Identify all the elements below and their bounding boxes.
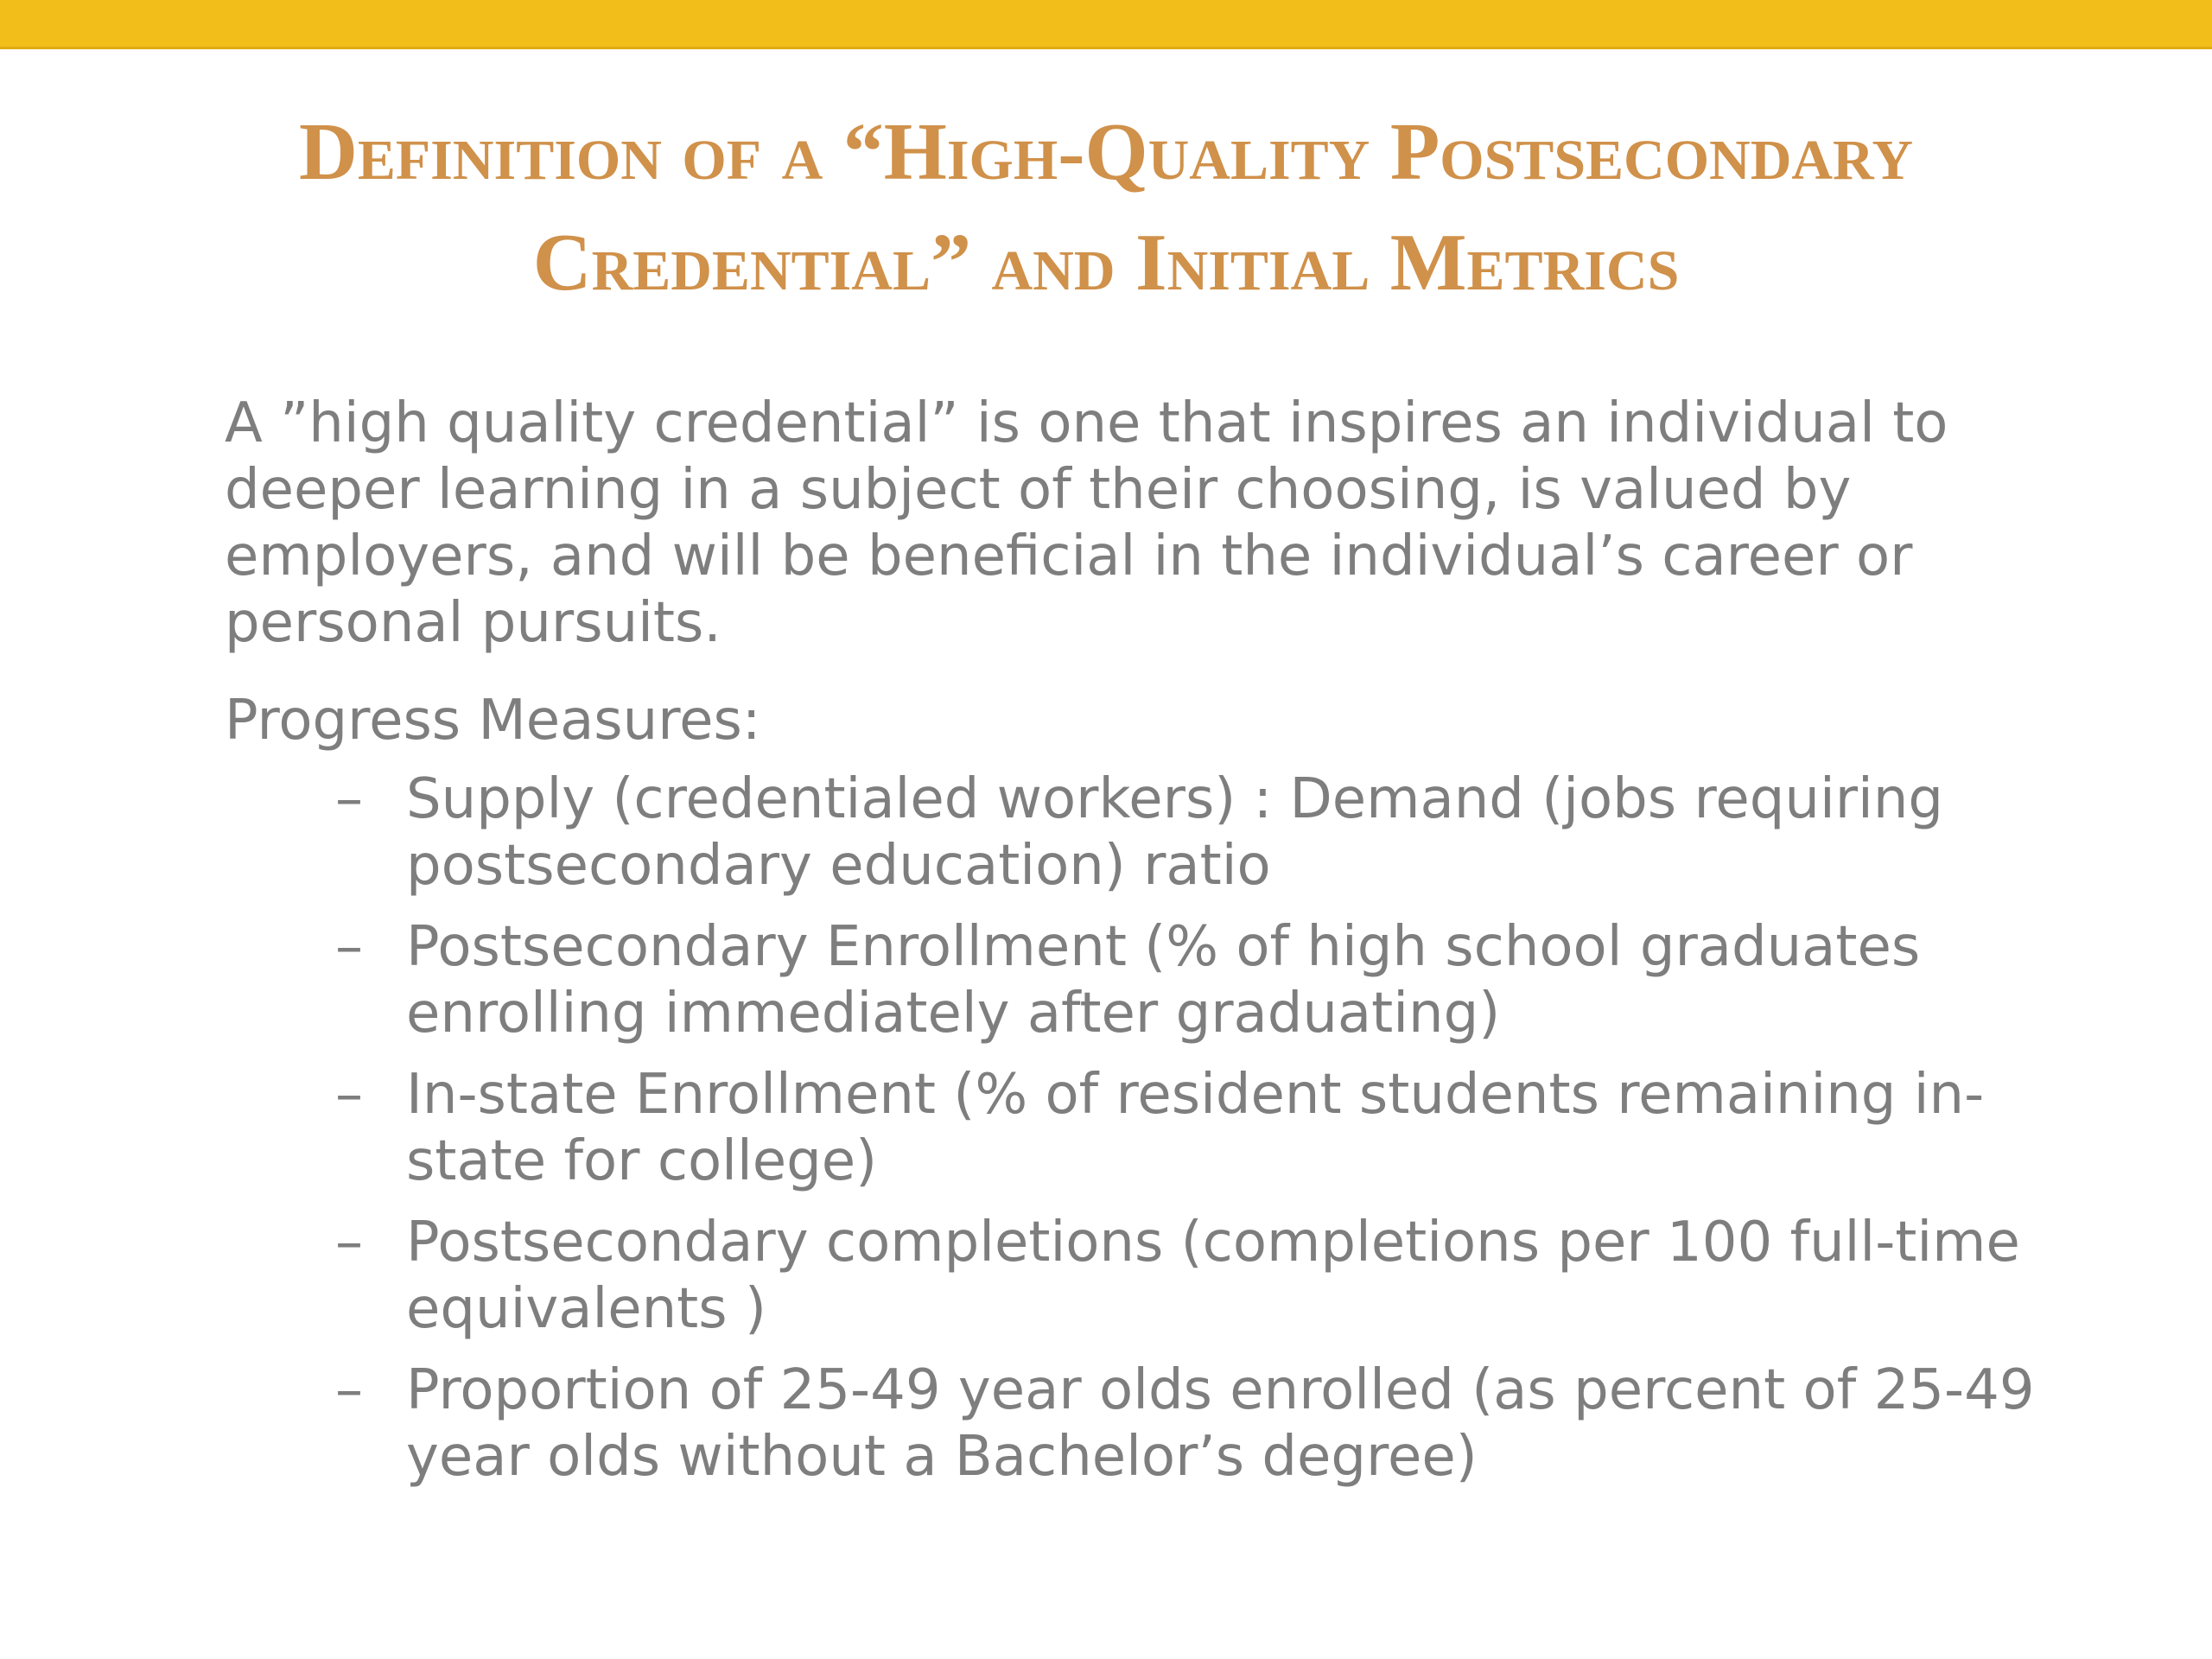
measure-text: Postsecondary Enrollment (% of high school graduates enrolling immediately after graduating) [406, 915, 1921, 1046]
list-item [225, 1062, 2074, 1195]
progress-measures-list [225, 766, 2074, 1491]
list-item [225, 766, 2074, 899]
dash-bullet-icon: – [335, 1358, 363, 1422]
measure-text: Postsecondary completions (completions per 100 full-time equivalents ) [406, 1211, 2020, 1341]
slide-title-line-2: Credential” and Initial Metrics [532, 218, 1680, 308]
dash-bullet-icon: – [335, 915, 363, 979]
list-item [225, 1210, 2074, 1343]
top-accent-bar [0, 0, 2212, 49]
slide-body [225, 391, 2074, 1505]
measure-text: In-state Enrollment (% of resident students remaining in-state for college) [406, 1063, 1985, 1193]
dash-bullet-icon: – [335, 767, 363, 831]
definition-paragraph: A ”high quality credential” is one that inspires an individual to deeper learning in a subject of their choosing, is valued by employers, and will be beneficial in the individual’s career or personal pursuits. [225, 391, 1948, 655]
progress-measures-heading: Progress Measures: [225, 689, 761, 753]
list-item [225, 914, 2074, 1047]
list-item [225, 1357, 2074, 1491]
dash-bullet-icon: – [335, 1063, 363, 1127]
slide-title [104, 97, 2108, 318]
measure-text: Proportion of 25-49 year olds enrolled (as percent of 25-49 year olds without a Bachelor’s degree) [406, 1358, 2035, 1489]
measure-text: Supply (credentialed workers) : Demand (jobs requiring postsecondary education) ratio [406, 767, 1943, 898]
dash-bullet-icon: – [335, 1211, 363, 1274]
slide-title-line-1: Definition of a “High-Quality Postsecondary [298, 107, 1914, 197]
